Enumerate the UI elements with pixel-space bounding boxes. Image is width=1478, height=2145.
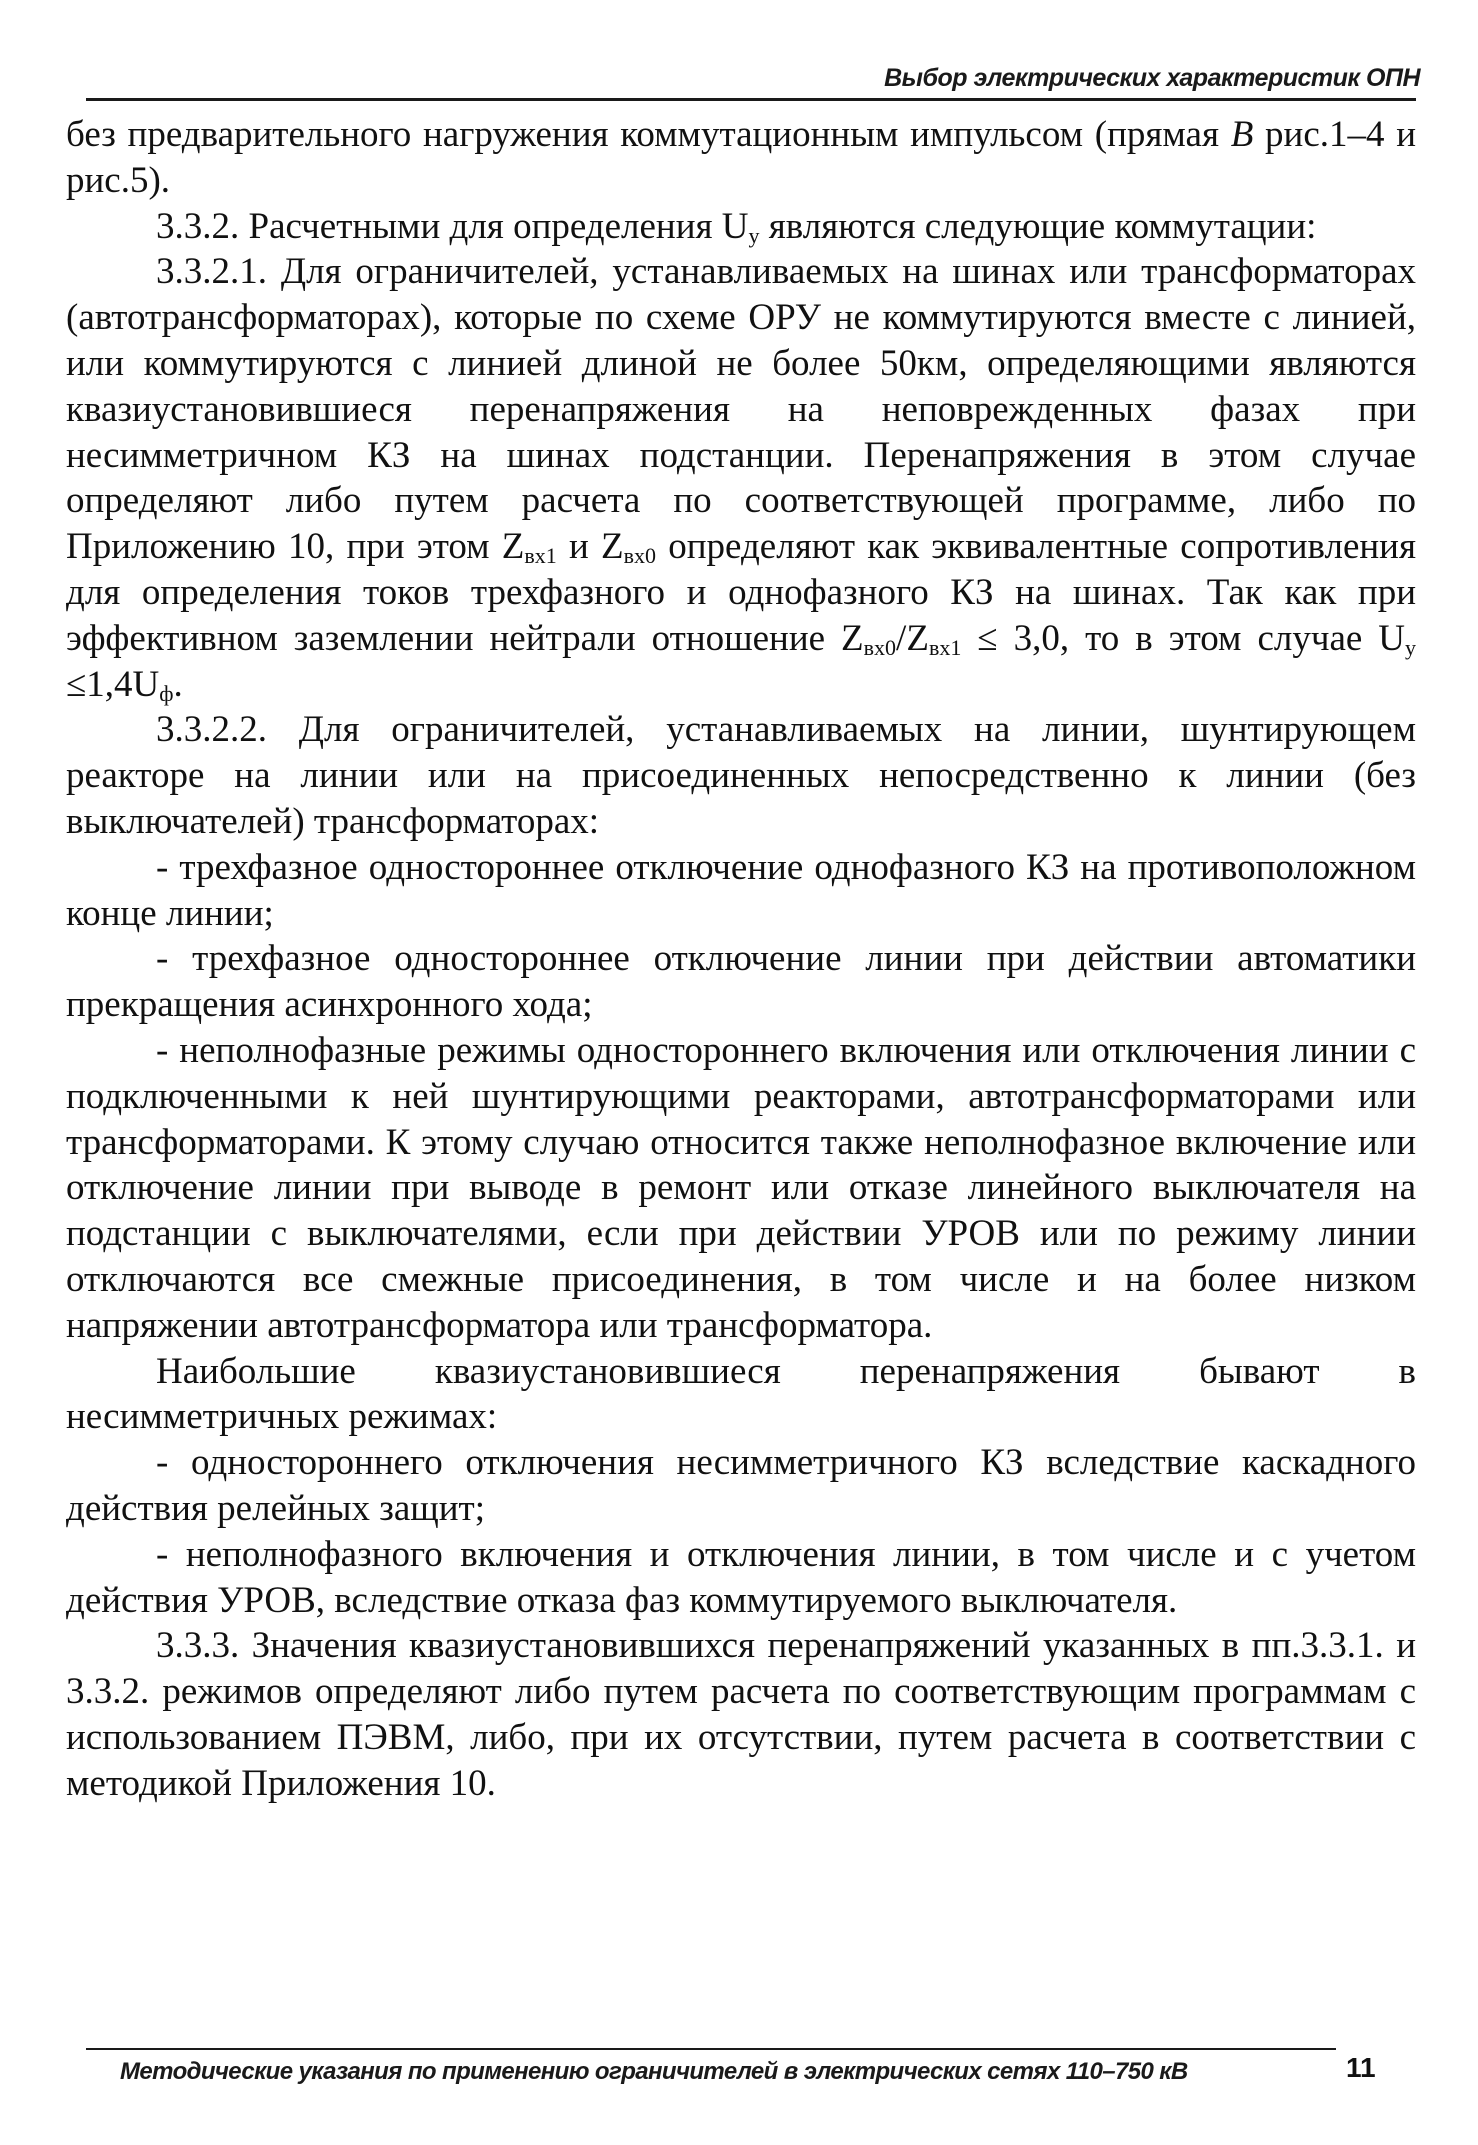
paragraph-3-3-3: 3.3.3. Значения квазиустановившихся перенапряжений указанных в пп.3.3.1. и 3.3.2. режимов определяют либо путем расчета по соответствующим программам с использованием ПЭВМ, либо, при их отсутствии, путем расчета в соответствии с методикой Приложения 10. [66,1625,1416,1804]
paragraph-continuation [66,112,1416,204]
subscript: ф [159,680,174,706]
paragraph-3-3-2 [66,204,1416,250]
text-run: 3.3.2.1. Для ограничителей, устанавливаемых на шинах или трансформаторах (автотрансформаторах), которые по схеме ОРУ не коммутируются вместе с линией, или коммутируются с линией длиной не более 50км, определяющими являются квазиустановившиеся перенапряжения на неповрежденных фазах при несимметричном КЗ на шинах подстанции. Перенапряжения в этом случае определяют либо путем расчета по соответствующей программе, либо по Приложению 10, при этом Z [66,251,1416,568]
subscript: вх0 [863,634,897,660]
text-run: рис.1–4 и рис.5). [66,114,1417,201]
list-item: - неполнофазного включения и отключения линии, в том числе и с учетом действия УРОВ, вследствие отказа фаз коммутируемого выключателя. [66,1533,1416,1621]
text-run: ≤1,4U [66,663,160,705]
text-run: ≤ 3,0, то в этом случае U [961,617,1405,659]
text-run: 3.3.2. Расчетными для определения U [156,205,749,247]
text-run: без предварительного нагружения коммутационным импульсом (прямая [66,114,1219,155]
subscript: вх1 [524,543,557,569]
subscript: вх0 [623,543,657,569]
subscript: у [748,222,760,248]
running-footer: Методические указания по применению ограничителей в электрических сетях 110–750 кВ [120,2058,1188,2085]
running-header: Выбор электрических характеристик ОПН [884,64,1420,92]
list-item: - неполнофазные режимы одностороннего включения или отключения линии с подключенными к ней шунтирующими реакторами, автотрансформаторами или трансформаторами. К этому случаю относится также неполнофазное включение или отключение линии при выводе в ремонт или отказе линейного выключателя на подстанции с выключателями, если при действии УРОВ или по режиму линии отключаются все смежные присоединения, в том числе и на более низком напряжении автотрансформатора или трансформатора. [66,1029,1416,1346]
list-item: - трехфазное одностороннее отключение однофазного КЗ на противоположном конце линии; [66,846,1416,934]
text-run: определяют как эквивалентные сопротивления для определения токов трехфазного и однофазного КЗ на шинах. Так как при эффективном заземлении нейтрали отношение Z [66,526,1416,659]
text-run: . [173,663,183,705]
text-run: являются следующие коммутации: [759,205,1317,247]
paragraph-largest-overvoltages: Наибольшие квазиустановившиеся перенапряжения бывают в несимметричных режимах: [66,1350,1416,1438]
paragraph-3-3-2-1 [66,249,1416,707]
subscript: вх1 [928,634,962,660]
text-run-italic: В [1230,114,1254,155]
page-number: 11 [1346,2052,1376,2083]
header-rule [86,98,1416,101]
list-item: - трехфазное одностороннее отключение линии при действии автоматики прекращения асинхронного хода; [66,938,1416,1026]
paragraph-3-3-2-2: 3.3.2.2. Для ограничителей, устанавливаемых на линии, шунтирующем реакторе на линии или на присоединенных непосредственно к линии (без выключателей) трансформаторах: [66,709,1416,842]
list-item: - одностороннего отключения несимметричного КЗ вследствие каскадного действия релейных защит; [66,1442,1416,1529]
text-run: /Z [896,617,929,659]
subscript: у [1405,634,1416,660]
text-run: и Z [556,526,624,568]
footer-rule [86,2048,1336,2050]
body-text [66,112,1416,1806]
